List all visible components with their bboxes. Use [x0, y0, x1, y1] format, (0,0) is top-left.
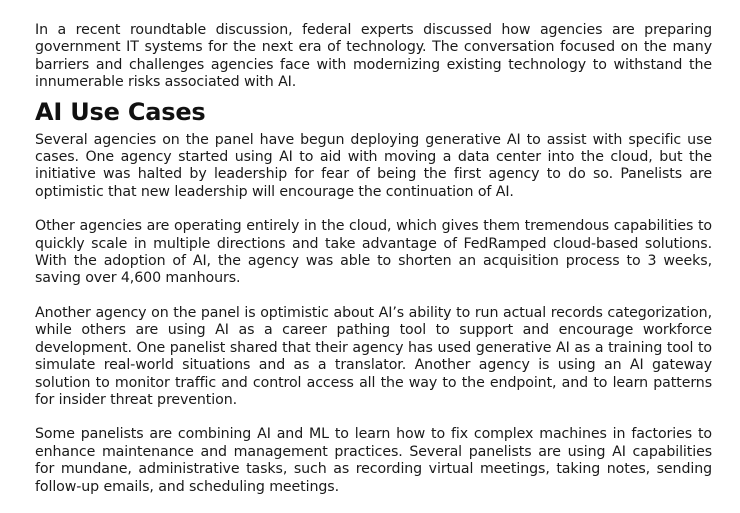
body-paragraph: Other agencies are operating entirely in the cloud, which gives them tremendous capabilities to quickly scale in multiple directions and take advantage of FedRamped cloud-based solutions. With the adoption of AI, the agency was able to shorten an acquisition process to 3 weeks, saving over 4,600 manhours.: [35, 218, 712, 287]
article-body: [35, 22, 712, 513]
body-paragraph: Some panelists are combining AI and ML to learn how to fix complex machines in factories to enhance maintenance and management practices. Several panelists are using AI capabilities for mundane, administrative tasks, such as recording virtual meetings, taking notes, sending follow-up emails, and scheduling meetings.: [35, 426, 712, 495]
intro-paragraph: In a recent roundtable discussion, federal experts discussed how agencies are preparing government IT systems for the next era of technology. The conversation focused on the many barriers and challenges agencies face with modernizing existing technology to withstand the innumerable risks associated with AI.: [35, 22, 712, 91]
section-heading: AI Use Cases: [35, 97, 206, 126]
body-paragraph: Several agencies on the panel have begun deploying generative AI to assist with specific use cases. One agency started using AI to aid with moving a data center into the cloud, but the initiative was halted by leadership for fear of being the first agency to do so. Panelists are optimistic that new leadership will encourage the continuation of AI.: [35, 131, 712, 200]
body-paragraph: Another agency on the panel is optimistic about AI’s ability to run actual records categorization, while others are using AI as a career pathing tool to support and encourage workforce development. One panelist shared that their agency has used generative AI as a training tool to simulate real-world situations and as a translator. Another agency is using an AI gateway solution to monitor traffic and control access all the way to the endpoint, and to learn patterns for insider threat prevention.: [35, 304, 712, 408]
